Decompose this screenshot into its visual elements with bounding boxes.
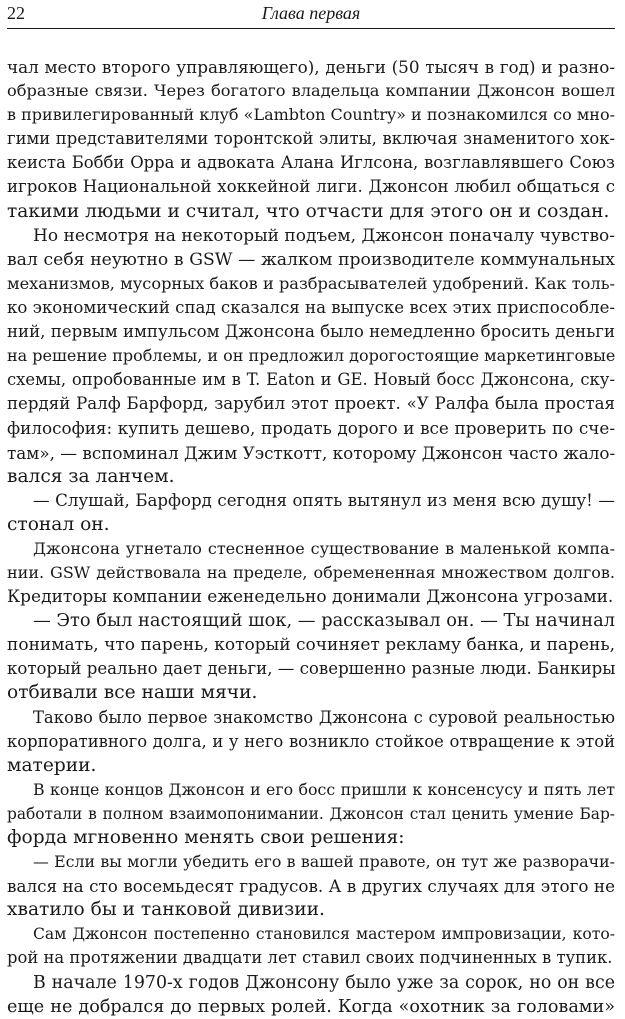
text-line: В начале 1970-х годов Джонсону было уже за сорок, но он все [33, 972, 615, 993]
text-line: рой на протяжении двадцати лет ставил своих подчиненных в тупик. [7, 948, 613, 968]
text-line: понимать, что парень, который сочиняет рекламу банка, и парень, [7, 635, 615, 656]
page-number: 22 [7, 3, 25, 23]
text-line: Но несмотря на некоторый подъем, Джонсон поначалу чувство- [33, 225, 615, 246]
text-line: философия: купить дешево, продать дорого и все проверить по сче- [7, 418, 615, 439]
running-header [7, 2, 615, 29]
text-line: стонал он. [7, 513, 110, 535]
text-line: там», — вспоминал Джим Уэсткотт, которому Джонсон часто жало- [7, 442, 616, 463]
text-line: работали в полном взаимопонимании. Джонсон стал ценить умение Бар- [7, 804, 615, 823]
body-text [7, 55, 615, 1019]
text-line: корпоративного долга, и у него возникло стойкое отвращение к этой [7, 731, 615, 751]
text-line: Джонсона угнетало стесненное существование в маленькой компа- [33, 538, 615, 558]
text-line: хватило бы и танковой дивизии. [7, 899, 325, 921]
text-line: в привилегированный клуб «Lambton Country» и познакомился со мно- [7, 105, 615, 125]
text-line: — Если вы могли убедить его в вашей правоте, он тут же разворачи- [33, 852, 615, 872]
text-line: игроков Национальной хоккейной лиги. Джонсон любил общаться с [7, 177, 615, 197]
text-line: гими представителями торонтской элиты, включая знаменитого хок- [7, 129, 615, 149]
text-line: нии. GSW действовала на пределе, обремененная множеством долгов. [7, 562, 615, 582]
text-line: схемы, опробованные им в T. Eaton и GE. Новый босс Джонсона, ску- [7, 370, 615, 390]
text-line: чал место второго управляющего), деньги (50 тысяч в год) и разно- [7, 57, 615, 77]
text-line: механизмов, мусорных баков и разбрасывателей удобрений. Как толь- [7, 273, 615, 293]
text-line: ний, первым импульсом Джонсона было немедленно бросить деньги [7, 322, 616, 342]
text-line: еще не добрался до первых ролей. Когда «охотник за головами» [7, 996, 615, 1017]
text-line: Таково было первое знакомство Джонсона с суровой реальностью [33, 707, 615, 727]
text-line: вался на сто восемьдесят градусов. А в других случаях для этого не [7, 876, 615, 897]
text-line: форда мгновенно менять свои решения: [7, 827, 405, 848]
text-line: Сам Джонсон постепенно становился мастером импровизации, кото- [33, 925, 615, 944]
text-line: — Это был настоящий шок, — рассказывал он. — Ты начинал [33, 610, 615, 632]
text-line: отбивали все наши мячи. [7, 682, 258, 704]
text-line: кеиста Бобби Орра и адвоката Алана Иглсона, возглавлявшего Союз [7, 153, 615, 173]
text-line: который реально дает деньги, — совершенно разные люди. Банкиры [7, 659, 616, 679]
text-line: материи. [7, 754, 97, 776]
text-line: вался за ланчем. [7, 465, 175, 487]
text-line: образные связи. Через богатого владельца компании Джонсон вошел [7, 81, 615, 101]
text-line: на решение проблемы, и он предложил дорогостоящие маркетинговые [7, 346, 616, 366]
chapter-title: Глава первая [261, 3, 361, 23]
text-line: Кредиторы компании еженедельно донимали Джонсона угрозами. [7, 587, 614, 608]
text-line: — Слушай, Барфорд сегодня опять вытянул из меня всю душу! — [33, 490, 615, 510]
text-line: В конце концов Джонсон и его босс пришли к консенсусу и пять лет [33, 779, 615, 799]
text-line: такими людьми и считал, что отчасти для этого он и создан. [7, 200, 610, 222]
text-line: вал себя неуютно в GSW — жалком производителе коммунальных [7, 249, 615, 270]
text-line: ко экономический спад сказался на выпуске всех этих приспособле- [7, 297, 615, 317]
text-line: пердяй Ралф Барфорд, зарубил этот проект. «У Ралфа была простая [7, 394, 615, 414]
